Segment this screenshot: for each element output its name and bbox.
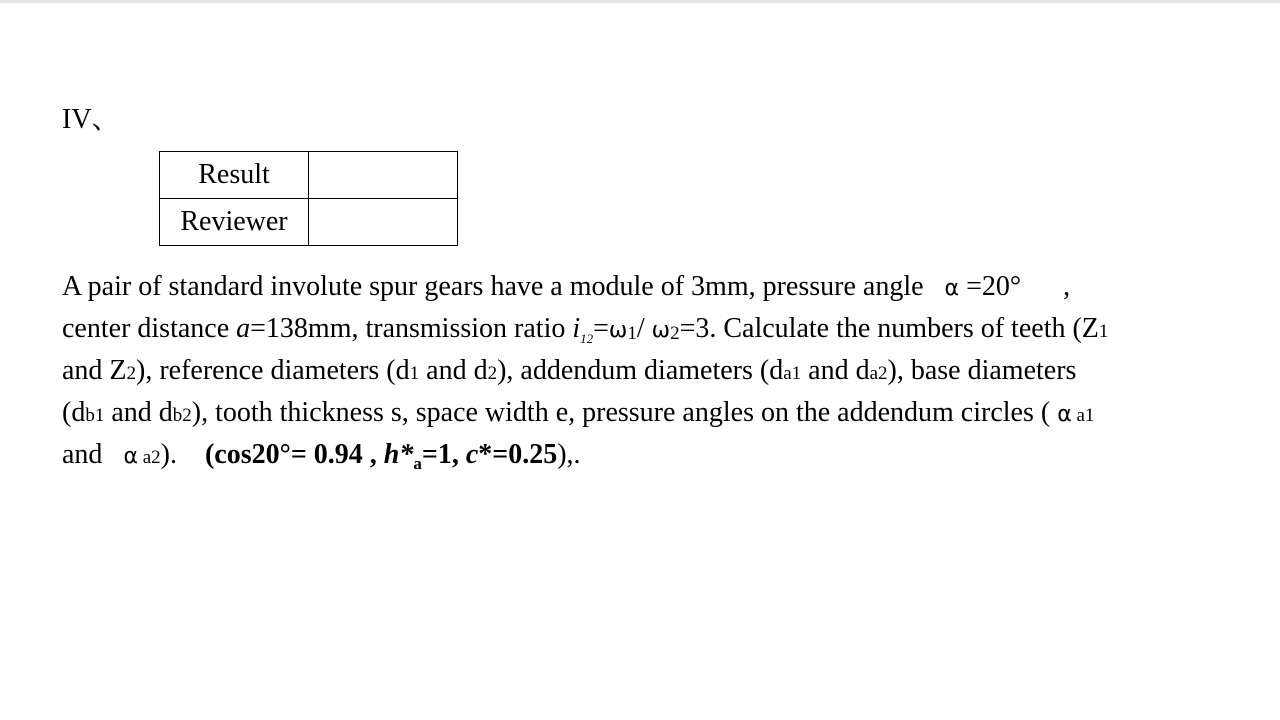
- text-run: ), addendum diameters (d: [497, 355, 784, 386]
- problem-line-1: [62, 266, 1242, 308]
- text-run: (d: [62, 397, 86, 428]
- problem-statement: [62, 266, 1242, 476]
- clearance-coef-var: c: [465, 439, 479, 470]
- text-run: A pair of standard involute spur gears have a module of 3mm, pressure angle: [62, 271, 924, 302]
- subscript: a1: [783, 363, 802, 384]
- reviewer-label: Reviewer: [160, 199, 309, 246]
- given-values: [204, 439, 558, 473]
- text-run: =3. Calculate the numbers of teeth (Z: [679, 313, 1099, 344]
- subscript: 2: [126, 363, 137, 384]
- text-run: (cos20°= 0.94 ,: [204, 439, 384, 470]
- center-distance-var: a: [236, 313, 251, 344]
- table-row: [160, 199, 458, 246]
- top-border: [0, 0, 1280, 3]
- table-row: [160, 152, 458, 199]
- text-run: =1,: [421, 439, 466, 470]
- problem-line-5: [62, 434, 1242, 476]
- text-run: ), tooth thickness s, space width e, pressure angles on the addendum circles (: [191, 397, 1051, 428]
- text-run: =20°: [959, 271, 1022, 302]
- text-run: and d: [104, 397, 173, 428]
- ratio-var: i: [572, 313, 581, 344]
- text-run: and d: [801, 355, 870, 386]
- text-run: ),.: [557, 439, 581, 470]
- text-run: =: [593, 313, 609, 344]
- alpha-symbol: α: [1057, 402, 1072, 427]
- subscript: 2: [487, 363, 498, 384]
- result-label: Result: [160, 152, 309, 199]
- ratio-subscript: 12: [580, 331, 594, 346]
- alpha-symbol: α: [123, 444, 138, 469]
- subscript: b1: [85, 405, 105, 426]
- grading-table: [159, 151, 458, 246]
- problem-line-3: [62, 350, 1242, 392]
- omega-symbol: ω: [608, 318, 628, 343]
- text-run: ,: [1063, 271, 1071, 302]
- text-run: =138mm, transmission ratio: [250, 313, 573, 344]
- text-run: and d: [419, 355, 488, 386]
- problem-line-4: [62, 392, 1242, 434]
- subscript: a2: [869, 363, 888, 384]
- addendum-coef-var: h: [383, 439, 400, 470]
- omega-symbol: ω: [651, 318, 671, 343]
- text-run: and: [62, 439, 110, 470]
- text-run: center distance: [62, 313, 237, 344]
- subscript: 1: [1098, 321, 1109, 342]
- subscript: a2: [137, 447, 161, 468]
- text-run: /: [636, 313, 652, 344]
- text-run: ).: [160, 439, 177, 470]
- text-run: ), reference diameters (d: [136, 355, 410, 386]
- subscript: 1: [409, 363, 420, 384]
- text-run: *=0.25: [478, 439, 558, 470]
- alpha-symbol: α: [944, 276, 960, 301]
- subscript: 1: [627, 323, 637, 344]
- subscript: 2: [670, 323, 680, 344]
- subscript: a: [413, 454, 422, 473]
- text-run: ), base diameters: [887, 355, 1077, 386]
- text-run: *: [399, 439, 414, 470]
- problem-line-2: [62, 308, 1242, 350]
- section-heading: IV、: [62, 104, 120, 135]
- subscript: b2: [172, 405, 192, 426]
- subscript: a1: [1071, 405, 1095, 426]
- result-value-cell: [309, 152, 458, 199]
- text-run: and Z: [62, 355, 127, 386]
- reviewer-value-cell: [309, 199, 458, 246]
